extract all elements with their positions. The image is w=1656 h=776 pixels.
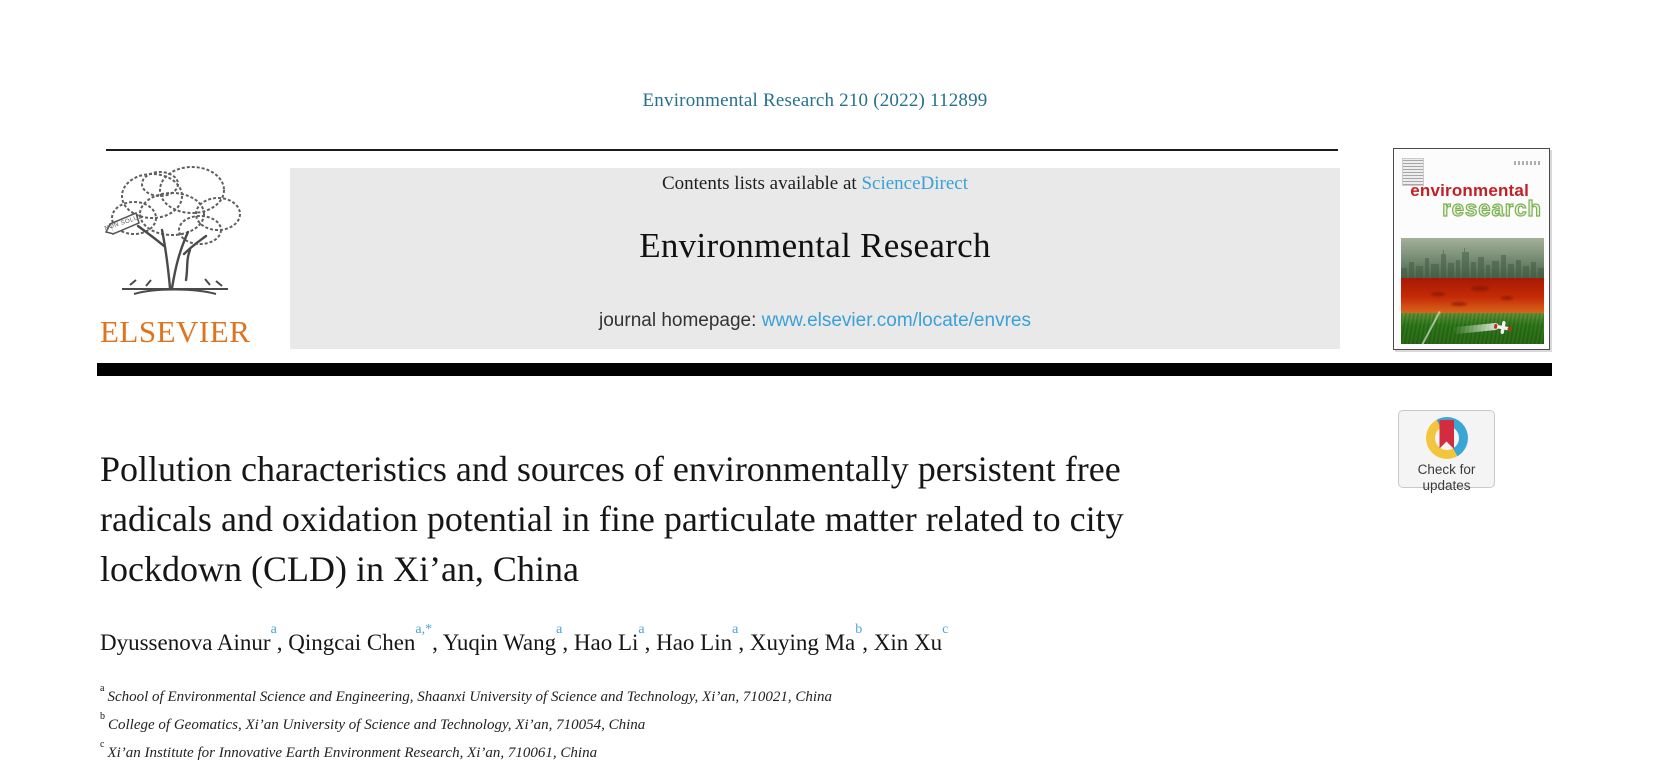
header-divider-bar bbox=[97, 363, 1552, 376]
title-line-2: radicals and oxidation potential in fine particulate matter related to city bbox=[100, 499, 1124, 539]
crop-duster-plane-icon bbox=[1492, 318, 1514, 337]
homepage-prefix: journal homepage: bbox=[599, 310, 762, 331]
citation-link[interactable]: Environmental Research 210 (2022) 112899 bbox=[642, 90, 988, 111]
affiliation-item: $^b$College of Geomatics, Xi’an University of Science and Technology, Xi’an, 710054, China bbox=[100, 711, 646, 733]
cover-issn-text bbox=[1514, 161, 1542, 165]
affiliation-item: $^a$School of Environmental Science and Engineering, Shaanxi University of Science and Technology, Xi’an, 710021, China bbox=[100, 683, 833, 705]
author-superscript: b bbox=[855, 622, 863, 638]
journal-banner bbox=[290, 168, 1340, 349]
affiliation-superscript: a bbox=[100, 683, 105, 694]
cover-field-band bbox=[1401, 313, 1544, 344]
author-name: Xuying Ma bbox=[749, 630, 856, 655]
elsevier-tree-icon bbox=[100, 162, 250, 310]
author-name: Hao Lin bbox=[656, 630, 733, 655]
authors-line: Dyussenova Ainur$^a$, Qingcai Chen$^{a,*}$, Yuqin Wang$^a$, Hao Li$^a$, Hao Lin$^a$, Xuying Ma$^b$, Xin Xu$^c$ bbox=[100, 622, 949, 655]
title-line-1: Pollution characteristics and sources of environmentally persistent free bbox=[100, 449, 1121, 489]
contents-line bbox=[290, 173, 1340, 195]
affiliation-superscript: c bbox=[100, 739, 105, 750]
non-solus-ribbon-label: NON SOLUS bbox=[104, 213, 144, 233]
article-title bbox=[100, 444, 1360, 594]
author-superscript: a bbox=[270, 622, 277, 638]
affiliation-item: $^c$Xi’an Institute for Innovative Earth Environment Research, Xi’an, 710061, China bbox=[100, 739, 598, 761]
check-updates-label: Check for updates bbox=[1417, 462, 1476, 493]
author-name: Qingcai Chen bbox=[288, 630, 416, 655]
author-name: Yuqin Wang bbox=[442, 630, 557, 655]
cover-photo bbox=[1401, 238, 1544, 344]
homepage-link[interactable]: www.elsevier.com/locate/envres bbox=[761, 310, 1031, 331]
affiliations bbox=[100, 681, 1200, 765]
title-line-3: lockdown (CLD) in Xi’an, China bbox=[100, 549, 579, 589]
cover-title-research: research bbox=[1442, 196, 1542, 221]
elsevier-wordmark: ELSEVIER bbox=[100, 314, 251, 349]
author-superscript: c bbox=[942, 622, 949, 638]
cover-city-skyline bbox=[1401, 238, 1544, 278]
author-name: Hao Li bbox=[573, 630, 639, 655]
crossmark-ring-icon bbox=[1426, 417, 1468, 459]
header-top-rule bbox=[106, 149, 1338, 151]
author-superscript: a,* bbox=[415, 622, 433, 638]
elsevier-logo bbox=[98, 158, 263, 350]
author-superscript: a bbox=[732, 622, 739, 638]
journal-cover bbox=[1393, 148, 1550, 350]
author-superscript: a bbox=[556, 622, 563, 638]
sciencedirect-link[interactable]: ScienceDirect bbox=[861, 173, 969, 194]
journal-title: Environmental Research bbox=[639, 226, 991, 265]
author-name: Dyussenova Ainur bbox=[100, 630, 271, 655]
cover-smog-band bbox=[1401, 278, 1544, 313]
affiliation-superscript: b bbox=[100, 711, 105, 722]
cover-title-environmental: environmental bbox=[1410, 181, 1529, 200]
author-superscript: a bbox=[638, 622, 645, 638]
contents-prefix: Contents lists available at bbox=[661, 173, 862, 194]
check-for-updates-badge[interactable] bbox=[1398, 410, 1495, 493]
author-name: Xin Xu bbox=[873, 630, 943, 655]
homepage-line bbox=[290, 310, 1340, 332]
